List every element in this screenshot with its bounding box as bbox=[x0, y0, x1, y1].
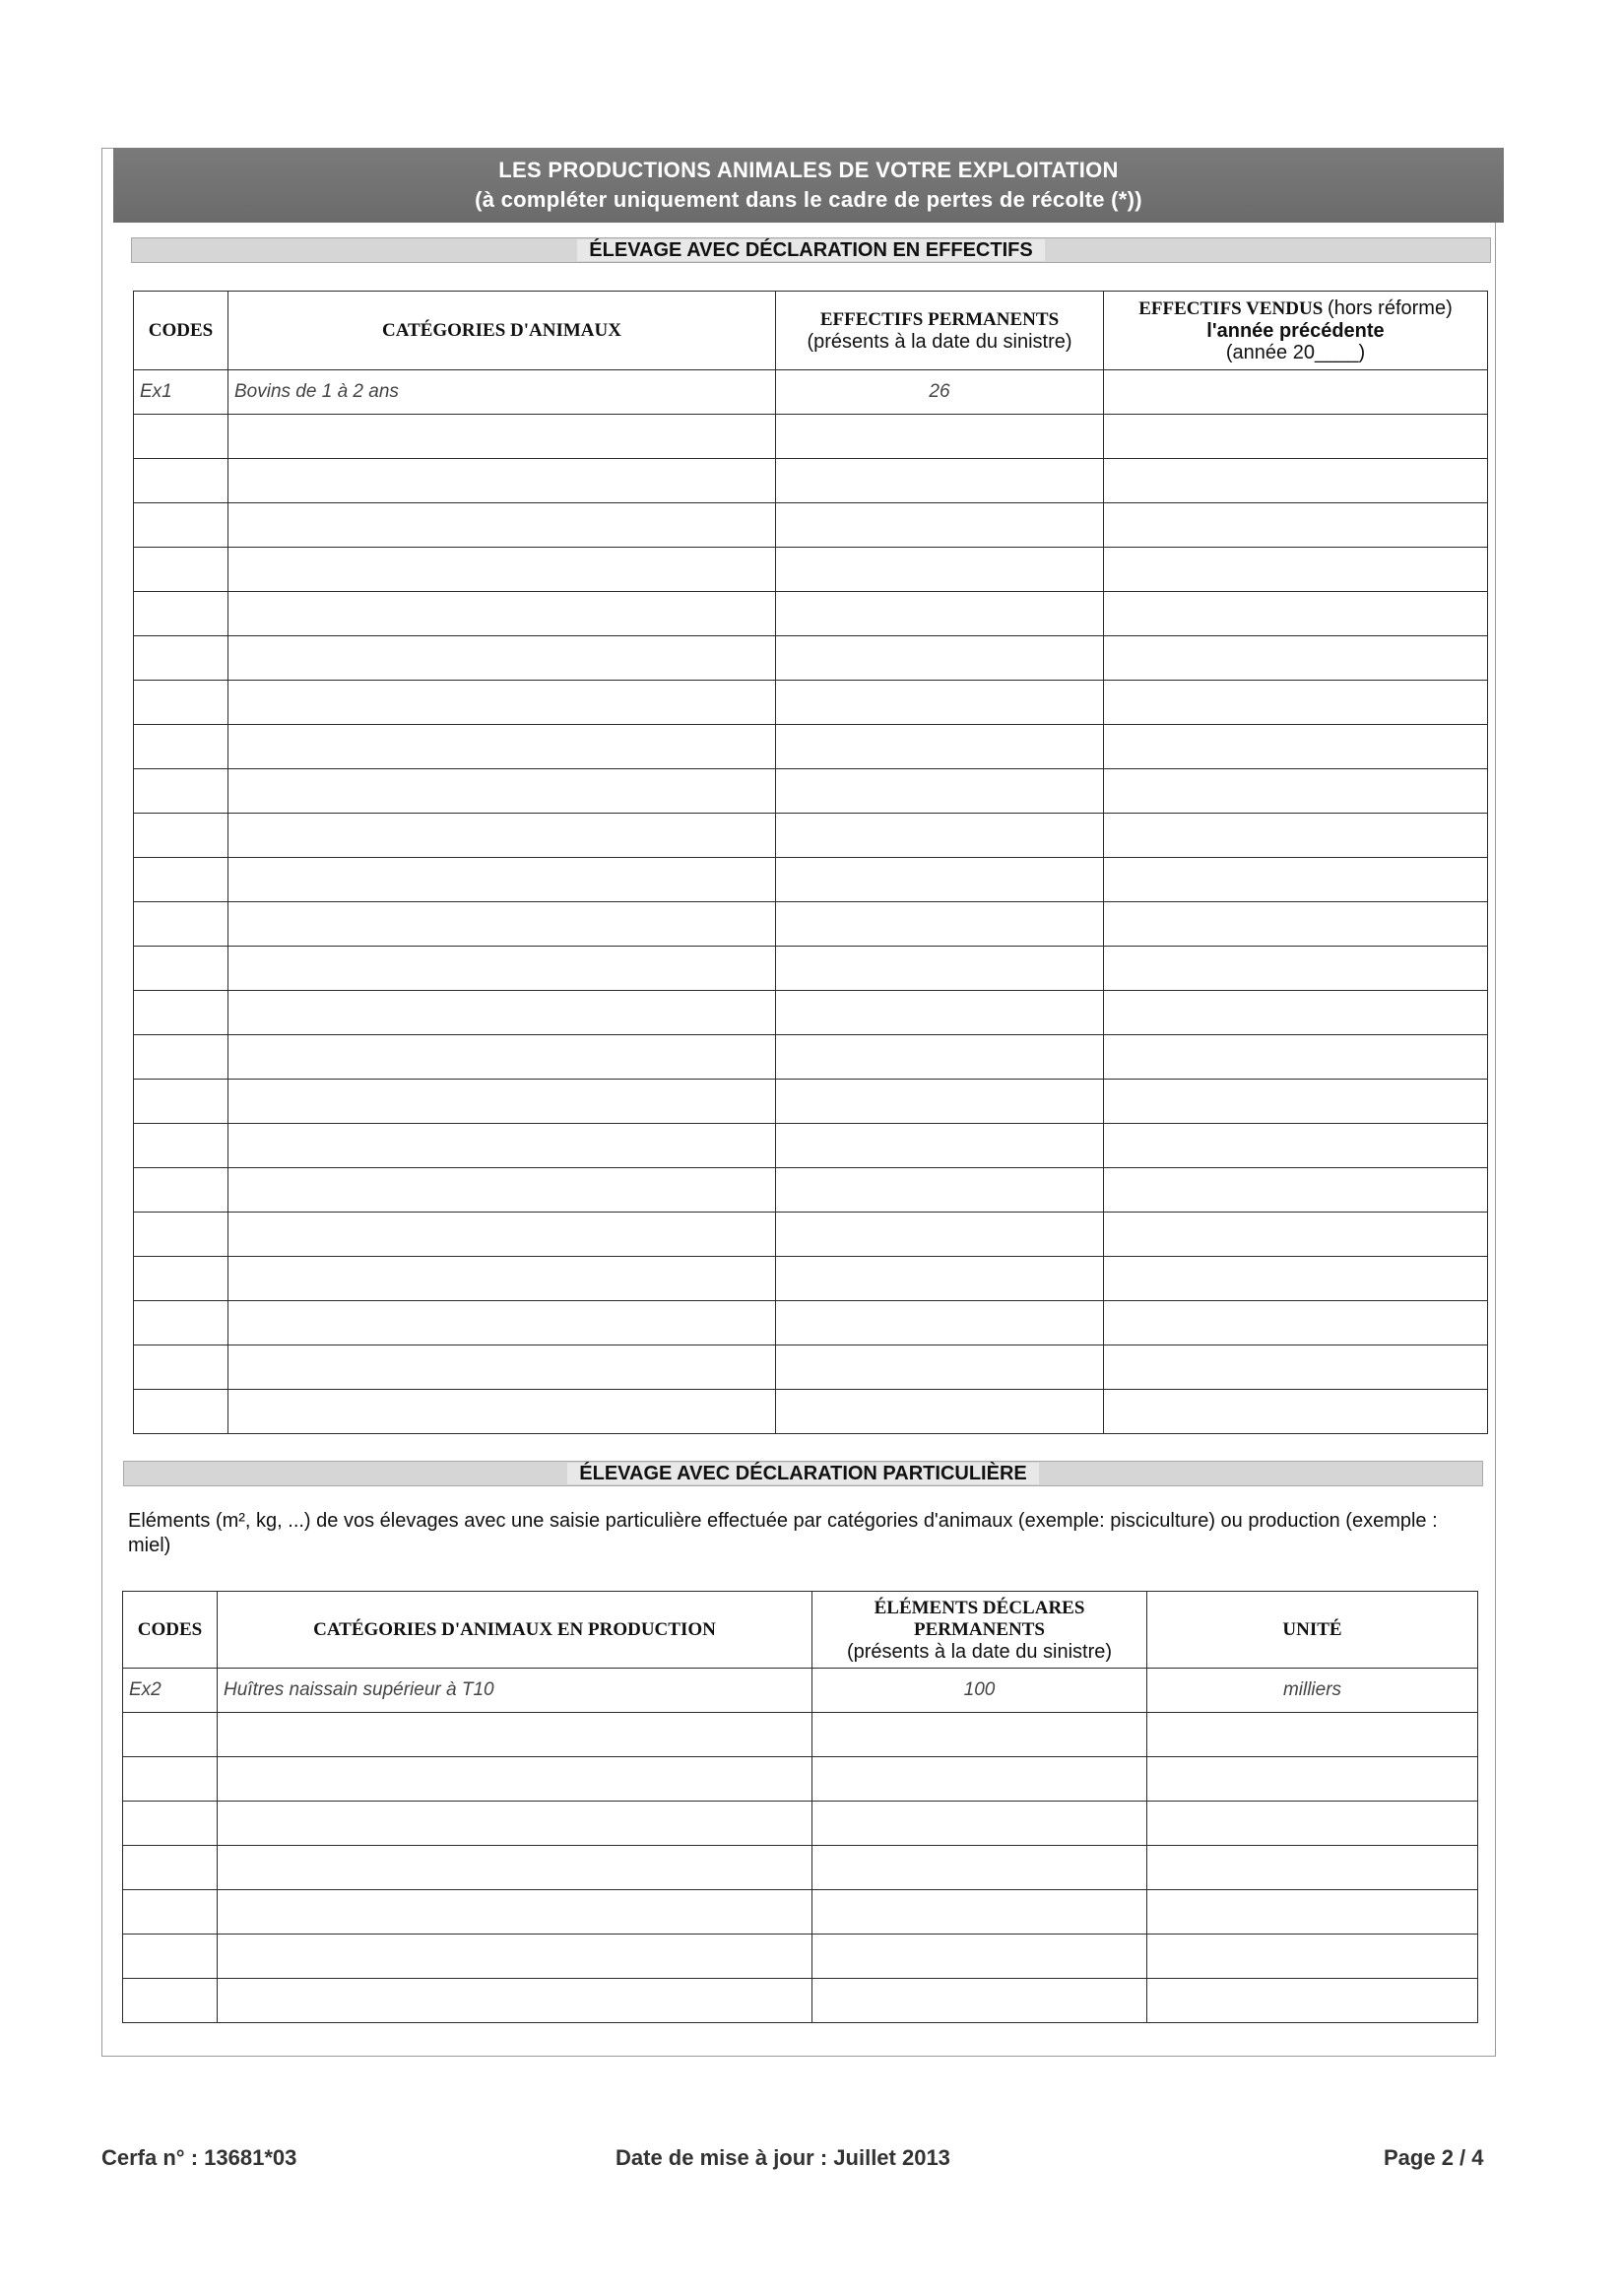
table-row bbox=[134, 1390, 1488, 1434]
empty-cell[interactable] bbox=[134, 1390, 228, 1434]
header-elements-line2: PERMANENTS bbox=[913, 1618, 1045, 1640]
empty-cell[interactable] bbox=[228, 947, 776, 991]
table-row bbox=[134, 769, 1488, 814]
table-row bbox=[123, 1802, 1478, 1846]
table-header-row bbox=[123, 1592, 1478, 1669]
empty-cell[interactable] bbox=[812, 1979, 1147, 2023]
empty-cell[interactable] bbox=[812, 1757, 1147, 1802]
empty-cell[interactable] bbox=[218, 1935, 812, 1979]
empty-cell[interactable] bbox=[776, 459, 1104, 503]
empty-cell[interactable] bbox=[1104, 1168, 1488, 1213]
footer-cerfa: Cerfa n° : 13681*03 bbox=[101, 2145, 297, 2170]
example-code-cell[interactable]: Ex2 bbox=[123, 1669, 218, 1713]
empty-cell[interactable] bbox=[134, 991, 228, 1035]
empty-cell[interactable] bbox=[776, 769, 1104, 814]
empty-cell[interactable] bbox=[1104, 1080, 1488, 1124]
table-row bbox=[134, 1301, 1488, 1345]
empty-cell[interactable] bbox=[1104, 1124, 1488, 1168]
empty-cell[interactable] bbox=[228, 769, 776, 814]
empty-cell[interactable] bbox=[228, 592, 776, 636]
empty-cell[interactable] bbox=[228, 814, 776, 858]
example-code-cell[interactable]: Ex1 bbox=[134, 370, 228, 415]
section-description: Eléments (m², kg, ...) de vos élevages avec une saisie particulière effectuée par catégories d'animaux (exemple: pisciculture) ou production (exemple : miel) bbox=[128, 1510, 1438, 1556]
header-codes: CODES bbox=[134, 292, 228, 370]
footer-page-number: Page 2 / 4 bbox=[1384, 2145, 1484, 2170]
table-row bbox=[134, 1080, 1488, 1124]
empty-cell[interactable] bbox=[812, 1935, 1147, 1979]
empty-cell[interactable] bbox=[218, 1713, 812, 1757]
example-category-cell[interactable]: Bovins de 1 à 2 ans bbox=[228, 370, 776, 415]
empty-cell[interactable] bbox=[228, 902, 776, 947]
empty-cell[interactable] bbox=[776, 681, 1104, 725]
table-row-example bbox=[123, 1669, 1478, 1713]
header-permanent-sub: (présents à la date du sinistre) bbox=[807, 330, 1072, 353]
table-row bbox=[134, 415, 1488, 459]
table-particuliere bbox=[122, 1591, 1478, 2023]
empty-cell[interactable] bbox=[1104, 1390, 1488, 1434]
header-sold-title: EFFECTIFS VENDUS bbox=[1138, 298, 1324, 319]
empty-cell[interactable] bbox=[228, 459, 776, 503]
main-header-title: LES PRODUCTIONS ANIMALES DE VOTRE EXPLOITATION bbox=[498, 158, 1119, 182]
table-row bbox=[123, 1846, 1478, 1890]
empty-cell[interactable] bbox=[812, 1846, 1147, 1890]
empty-cell[interactable] bbox=[123, 1713, 218, 1757]
empty-cell[interactable] bbox=[1104, 1213, 1488, 1257]
empty-cell[interactable] bbox=[1104, 1345, 1488, 1390]
empty-cell[interactable] bbox=[228, 415, 776, 459]
empty-cell[interactable] bbox=[228, 1345, 776, 1390]
empty-cell[interactable] bbox=[776, 858, 1104, 902]
empty-cell[interactable] bbox=[776, 592, 1104, 636]
empty-cell[interactable] bbox=[1104, 725, 1488, 769]
section-title-particuliere: ÉLEVAGE AVEC DÉCLARATION PARTICULIÈRE bbox=[567, 1463, 1038, 1484]
empty-cell[interactable] bbox=[776, 548, 1104, 592]
empty-cell[interactable] bbox=[228, 1257, 776, 1301]
empty-cell[interactable] bbox=[776, 1168, 1104, 1213]
table-row bbox=[134, 681, 1488, 725]
empty-cell[interactable] bbox=[134, 503, 228, 548]
table-row bbox=[134, 1257, 1488, 1301]
empty-cell[interactable] bbox=[776, 1213, 1104, 1257]
table-row bbox=[134, 459, 1488, 503]
empty-cell[interactable] bbox=[134, 592, 228, 636]
section-header-particuliere bbox=[123, 1461, 1483, 1486]
header-elements-declares bbox=[812, 1592, 1147, 1669]
empty-cell[interactable] bbox=[228, 1301, 776, 1345]
empty-cell[interactable] bbox=[776, 503, 1104, 548]
empty-cell[interactable] bbox=[1104, 814, 1488, 858]
empty-cell[interactable] bbox=[1104, 1301, 1488, 1345]
table-row bbox=[123, 1757, 1478, 1802]
empty-cell[interactable] bbox=[1104, 636, 1488, 681]
header-sold-year: (année 20____) bbox=[1225, 342, 1366, 363]
table-row bbox=[134, 503, 1488, 548]
empty-cell[interactable] bbox=[134, 1124, 228, 1168]
empty-cell[interactable] bbox=[1104, 991, 1488, 1035]
example-category-cell[interactable]: Huîtres naissain supérieur à T10 bbox=[218, 1669, 812, 1713]
empty-cell[interactable] bbox=[1147, 1979, 1478, 2023]
table-row bbox=[123, 1713, 1478, 1757]
empty-cell[interactable] bbox=[1104, 415, 1488, 459]
empty-cell[interactable] bbox=[228, 1124, 776, 1168]
empty-cell[interactable] bbox=[776, 1124, 1104, 1168]
empty-cell[interactable] bbox=[1104, 1035, 1488, 1080]
empty-cell[interactable] bbox=[1104, 902, 1488, 947]
header-categories: CATÉGORIES D'ANIMAUX bbox=[228, 292, 776, 370]
empty-cell[interactable] bbox=[776, 947, 1104, 991]
table-row bbox=[134, 1035, 1488, 1080]
footer-update-date: Date de mise à jour : Juillet 2013 bbox=[616, 2145, 950, 2170]
empty-cell[interactable] bbox=[134, 947, 228, 991]
table-row bbox=[123, 1979, 1478, 2023]
empty-cell[interactable] bbox=[123, 1757, 218, 1802]
empty-cell[interactable] bbox=[812, 1802, 1147, 1846]
header-codes: CODES bbox=[123, 1592, 218, 1669]
empty-cell[interactable] bbox=[218, 1979, 812, 2023]
empty-cell[interactable] bbox=[776, 902, 1104, 947]
empty-cell[interactable] bbox=[776, 725, 1104, 769]
table-row bbox=[134, 1168, 1488, 1213]
main-header bbox=[113, 148, 1504, 223]
header-effectifs-vendus bbox=[1104, 292, 1488, 370]
empty-cell[interactable] bbox=[1147, 1890, 1478, 1935]
header-elements-line1: ÉLÉMENTS DÉCLARES bbox=[874, 1597, 1085, 1618]
table-row bbox=[134, 1345, 1488, 1390]
empty-cell[interactable] bbox=[228, 636, 776, 681]
empty-cell[interactable] bbox=[1104, 681, 1488, 725]
empty-cell[interactable] bbox=[134, 1257, 228, 1301]
empty-cell[interactable] bbox=[134, 636, 228, 681]
table-row bbox=[134, 636, 1488, 681]
header-categories-production: CATÉGORIES D'ANIMAUX EN PRODUCTION bbox=[218, 1592, 812, 1669]
empty-cell[interactable] bbox=[776, 636, 1104, 681]
empty-cell[interactable] bbox=[134, 725, 228, 769]
header-elements-sub: (présents à la date du sinistre) bbox=[846, 1640, 1113, 1663]
empty-cell[interactable] bbox=[1147, 1757, 1478, 1802]
table-row-example bbox=[134, 370, 1488, 415]
empty-cell[interactable] bbox=[1104, 947, 1488, 991]
empty-cell[interactable] bbox=[1104, 503, 1488, 548]
section-header-effectifs bbox=[131, 237, 1491, 263]
empty-cell[interactable] bbox=[228, 503, 776, 548]
empty-cell[interactable] bbox=[134, 548, 228, 592]
empty-cell[interactable] bbox=[218, 1757, 812, 1802]
empty-cell[interactable] bbox=[776, 1345, 1104, 1390]
empty-cell[interactable] bbox=[776, 814, 1104, 858]
empty-cell[interactable] bbox=[123, 1802, 218, 1846]
table-row bbox=[134, 814, 1488, 858]
empty-cell[interactable] bbox=[776, 1035, 1104, 1080]
table-header-row bbox=[134, 292, 1488, 370]
table-row bbox=[134, 725, 1488, 769]
table-row bbox=[123, 1935, 1478, 1979]
empty-cell[interactable] bbox=[776, 1301, 1104, 1345]
example-elements-cell[interactable]: 100 bbox=[812, 1669, 1147, 1713]
empty-cell[interactable] bbox=[134, 814, 228, 858]
table-row bbox=[134, 902, 1488, 947]
table-row bbox=[134, 858, 1488, 902]
empty-cell[interactable] bbox=[812, 1713, 1147, 1757]
empty-cell[interactable] bbox=[1104, 459, 1488, 503]
table-row bbox=[134, 991, 1488, 1035]
empty-cell[interactable] bbox=[776, 1390, 1104, 1434]
empty-cell[interactable] bbox=[134, 459, 228, 503]
table-row bbox=[134, 1213, 1488, 1257]
empty-cell[interactable] bbox=[228, 858, 776, 902]
empty-cell[interactable] bbox=[134, 1301, 228, 1345]
empty-cell[interactable] bbox=[1104, 548, 1488, 592]
empty-cell[interactable] bbox=[134, 769, 228, 814]
empty-cell[interactable] bbox=[228, 681, 776, 725]
empty-cell[interactable] bbox=[228, 991, 776, 1035]
empty-cell[interactable] bbox=[134, 1168, 228, 1213]
table-row bbox=[134, 548, 1488, 592]
empty-cell[interactable] bbox=[1147, 1713, 1478, 1757]
empty-cell[interactable] bbox=[134, 1080, 228, 1124]
empty-cell[interactable] bbox=[134, 1035, 228, 1080]
empty-cell[interactable] bbox=[134, 902, 228, 947]
empty-cell[interactable] bbox=[218, 1846, 812, 1890]
empty-cell[interactable] bbox=[123, 1979, 218, 2023]
table-row bbox=[134, 947, 1488, 991]
empty-cell[interactable] bbox=[123, 1846, 218, 1890]
header-effectifs-permanents bbox=[776, 292, 1104, 370]
empty-cell[interactable] bbox=[134, 415, 228, 459]
empty-cell[interactable] bbox=[134, 1345, 228, 1390]
empty-cell[interactable] bbox=[228, 548, 776, 592]
empty-cell[interactable] bbox=[776, 1080, 1104, 1124]
section-title-effectifs: ÉLEVAGE AVEC DÉCLARATION EN EFFECTIFS bbox=[577, 239, 1044, 261]
empty-cell[interactable] bbox=[776, 415, 1104, 459]
empty-cell[interactable] bbox=[776, 991, 1104, 1035]
empty-cell[interactable] bbox=[218, 1802, 812, 1846]
empty-cell[interactable] bbox=[1147, 1802, 1478, 1846]
empty-cell[interactable] bbox=[1104, 858, 1488, 902]
empty-cell[interactable] bbox=[228, 1390, 776, 1434]
table-row bbox=[123, 1890, 1478, 1935]
empty-cell[interactable] bbox=[228, 1168, 776, 1213]
empty-cell[interactable] bbox=[123, 1890, 218, 1935]
empty-cell[interactable] bbox=[1147, 1846, 1478, 1890]
empty-cell[interactable] bbox=[228, 1080, 776, 1124]
table-row bbox=[134, 592, 1488, 636]
table-effectifs bbox=[133, 291, 1488, 1434]
header-unite: UNITÉ bbox=[1147, 1592, 1478, 1669]
empty-cell[interactable] bbox=[134, 858, 228, 902]
header-sold-bold: l'année précédente bbox=[1206, 320, 1385, 342]
header-permanent-title: EFFECTIFS PERMANENTS bbox=[819, 308, 1060, 330]
empty-cell[interactable] bbox=[228, 1035, 776, 1080]
empty-cell[interactable] bbox=[134, 1213, 228, 1257]
empty-cell[interactable] bbox=[228, 1213, 776, 1257]
table-row bbox=[134, 1124, 1488, 1168]
empty-cell[interactable] bbox=[812, 1890, 1147, 1935]
empty-cell[interactable] bbox=[1104, 592, 1488, 636]
example-permanent-cell[interactable]: 26 bbox=[776, 370, 1104, 415]
empty-cell[interactable] bbox=[134, 681, 228, 725]
empty-cell[interactable] bbox=[228, 725, 776, 769]
main-header-subtitle: (à compléter uniquement dans le cadre de pertes de récolte (*)) bbox=[475, 187, 1142, 212]
example-unit-cell[interactable]: milliers bbox=[1147, 1669, 1478, 1713]
empty-cell[interactable] bbox=[1147, 1935, 1478, 1979]
empty-cell[interactable] bbox=[1104, 769, 1488, 814]
empty-cell[interactable] bbox=[218, 1890, 812, 1935]
empty-cell[interactable] bbox=[123, 1935, 218, 1979]
empty-cell[interactable] bbox=[776, 1257, 1104, 1301]
example-sold-cell[interactable] bbox=[1104, 370, 1488, 415]
empty-cell[interactable] bbox=[1104, 1257, 1488, 1301]
header-sold-paren: (hors réforme) bbox=[1328, 297, 1453, 319]
